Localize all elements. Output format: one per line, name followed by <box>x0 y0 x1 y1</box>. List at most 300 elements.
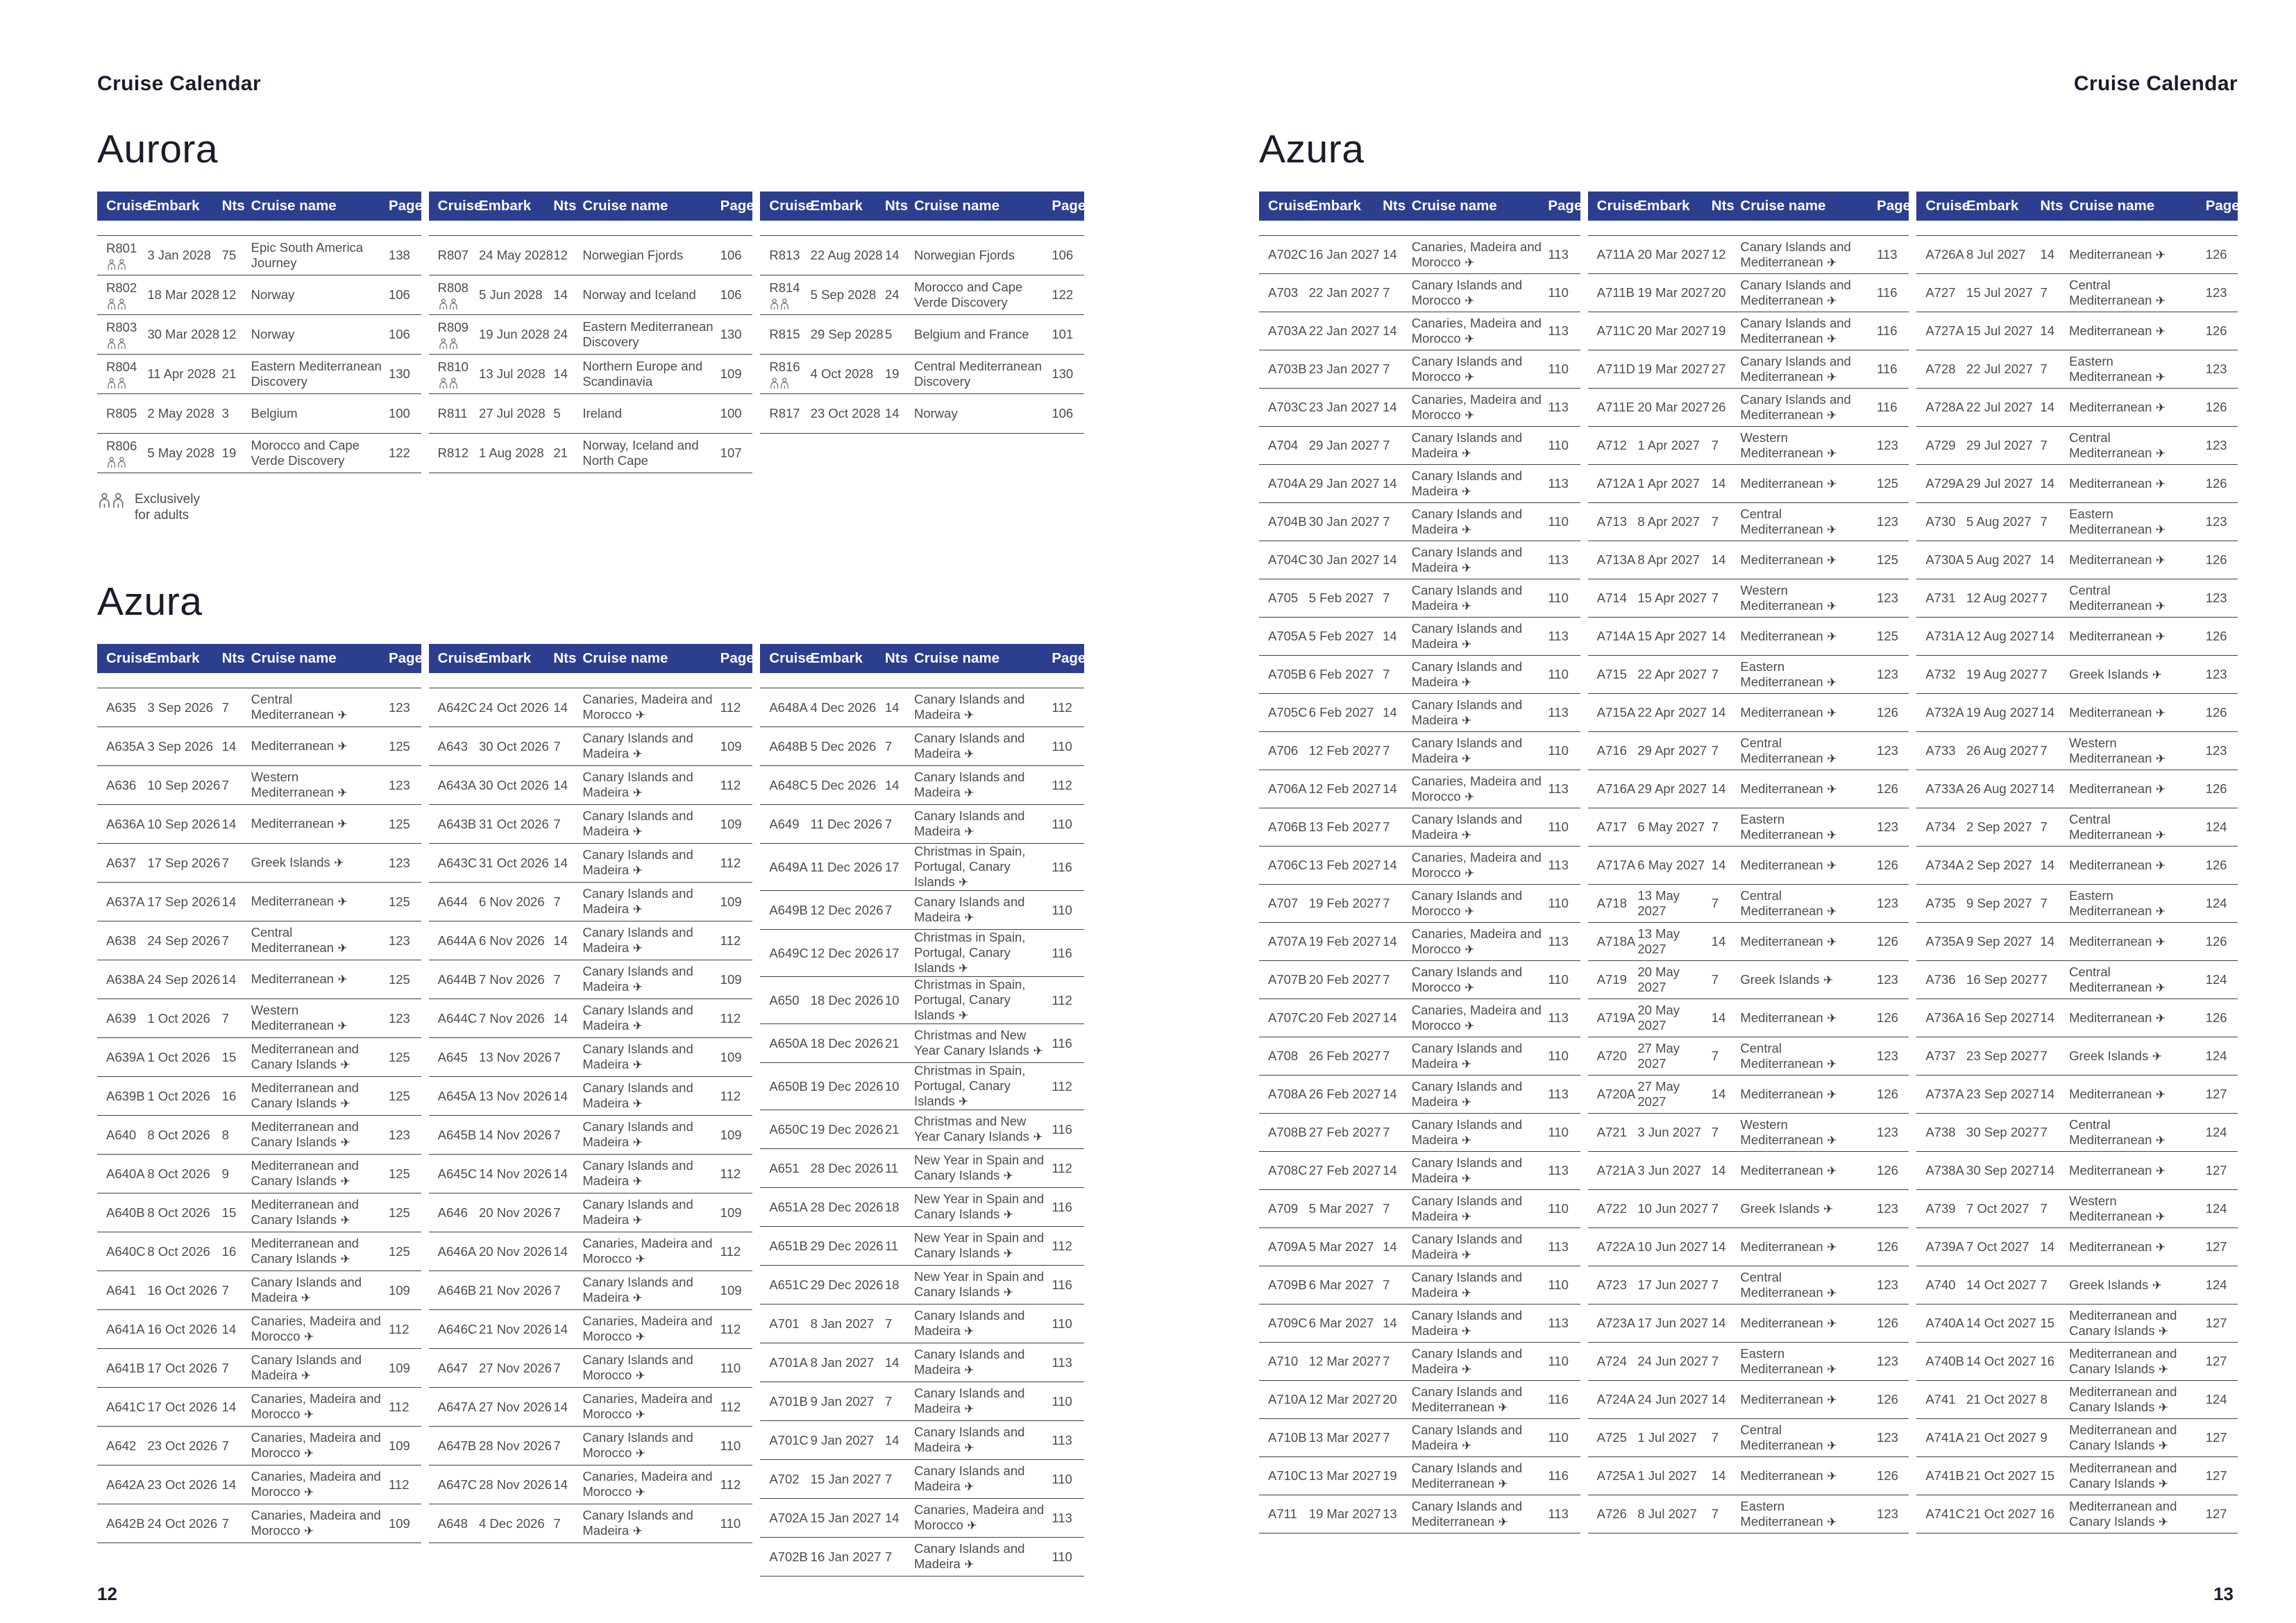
cell-page: 125 <box>388 894 410 909</box>
cruise-row <box>1259 617 1580 655</box>
cell-cruise-name <box>914 731 1052 762</box>
cell-nights: 7 <box>1711 1506 1719 1521</box>
cell-page: 110 <box>1052 902 1072 917</box>
cell-code <box>760 1472 810 1487</box>
page-right-sections <box>1259 128 2238 1533</box>
cruise-name-text: Canary Islands and Mediterranean <box>1411 1498 1523 1529</box>
cruise-name-text: Canary Islands and Madeira <box>914 1463 1025 1493</box>
cell-page: 127 <box>2205 1163 2227 1178</box>
cruise-row <box>760 1110 1084 1148</box>
airplane-icon: ✈ <box>960 1558 974 1572</box>
airplane-icon: ✈ <box>1819 973 1834 987</box>
cell-cruise-name <box>1412 736 1548 767</box>
cell-cruise-name <box>914 1153 1052 1184</box>
cell-page: 109 <box>720 971 742 987</box>
cell-cruise-name <box>1412 583 1548 614</box>
airplane-icon: ✈ <box>632 1486 645 1499</box>
airplane-icon: ✈ <box>300 1524 314 1538</box>
cell-nights: 7 <box>1711 743 1719 758</box>
cell-embark: 13 Nov 2026 <box>479 1049 552 1064</box>
cruise-code: A704A <box>1268 476 1307 491</box>
column-header-cruise: Cruise <box>1268 198 1312 214</box>
cruise-row <box>760 314 1084 354</box>
cell-nights: 14 <box>2040 1163 2055 1178</box>
cell-nights: 7 <box>1383 362 1390 376</box>
cell-nights: 14 <box>885 1354 900 1370</box>
cell-code <box>760 700 810 715</box>
cell-nights: 14 <box>1711 629 1726 643</box>
cell-nights: 7 <box>1383 743 1390 758</box>
cell-page: 124 <box>2205 1201 2227 1216</box>
cell-page: 113 <box>1548 1010 1569 1025</box>
cruise-name-text: Central Mediterranean Discovery <box>914 359 1043 389</box>
cell-code <box>1916 400 1966 415</box>
cruise-row <box>1259 960 1580 999</box>
cruise-code: A649C <box>769 945 809 960</box>
cell-embark: 23 Sep 2027 <box>1966 1048 2039 1063</box>
cell-nights: 14 <box>2040 705 2055 720</box>
cruise-code: A709B <box>1268 1277 1307 1292</box>
cruise-name-text: Canary Islands and Madeira <box>914 808 1025 838</box>
cruise-code: A711D <box>1596 362 1635 376</box>
cell-cruise-name <box>1412 278 1548 309</box>
cell-cruise-name <box>582 438 720 468</box>
cruise-row <box>1916 1304 2238 1342</box>
cell-cruise-name <box>251 287 389 303</box>
cell-cruise-name <box>1740 1316 1877 1332</box>
airplane-icon: ✈ <box>2152 782 2166 797</box>
cell-code <box>760 1079 810 1094</box>
cell-embark: 5 Aug 2027 <box>1966 514 2032 529</box>
cell-embark: 20 Nov 2026 <box>479 1205 552 1220</box>
cell-nights: 7 <box>1711 667 1719 681</box>
cruise-code: A720 <box>1596 1048 1627 1063</box>
cell-code <box>1916 1239 1966 1255</box>
cell-code <box>760 359 810 389</box>
cell-code <box>1916 1392 1966 1407</box>
cell-code <box>1259 438 1309 453</box>
cell-code <box>97 894 147 910</box>
cell-embark: 13 Nov 2026 <box>479 1088 552 1103</box>
cruise-row <box>97 726 421 765</box>
cruise-row <box>1916 426 2238 464</box>
cruise-name-text: Mediterranean <box>2069 246 2152 262</box>
cell-cruise-name <box>251 1275 389 1306</box>
airplane-icon: ✈ <box>960 1402 974 1416</box>
cell-embark: 24 Jun 2027 <box>1637 1354 1709 1368</box>
cell-page: 109 <box>388 1360 410 1375</box>
cruise-name-text: Canaries, Madeira and Morocco <box>251 1469 381 1499</box>
cell-embark: 22 Jul 2027 <box>1966 400 2033 414</box>
cruise-row <box>1259 884 1580 922</box>
cell-code <box>1916 1277 1966 1293</box>
cell-cruise-name <box>2069 705 2206 721</box>
cell-nights: 14 <box>2040 934 2055 949</box>
cell-code <box>1259 514 1309 529</box>
airplane-icon: ✈ <box>2152 1240 2166 1255</box>
cell-cruise-name <box>582 319 720 350</box>
cell-embark: 2 May 2028 <box>147 406 215 420</box>
cruise-code: A741A <box>1925 1430 1964 1445</box>
airplane-icon: ✈ <box>1823 675 1837 690</box>
cell-cruise-name <box>1740 934 1877 950</box>
cruise-row <box>760 843 1084 890</box>
cruise-name-text: Mediterranean <box>1740 475 1823 491</box>
cell-page: 106 <box>388 287 410 302</box>
cruise-name-text: Canary Islands and Madeira <box>582 1119 693 1149</box>
cell-page: 123 <box>1877 1430 1898 1445</box>
cruise-row <box>1916 1495 2238 1533</box>
cell-code <box>1588 1468 1638 1484</box>
cell-nights: 14 <box>553 933 568 948</box>
cruise-row <box>1259 999 1580 1037</box>
adults-only-icon <box>438 377 459 389</box>
cruise-row <box>429 393 753 433</box>
cell-code <box>1916 819 1966 835</box>
cell-embark: 23 Oct 2026 <box>147 1477 218 1492</box>
cruise-code: A708A <box>1268 1087 1307 1101</box>
airplane-icon: ✈ <box>1823 629 1837 644</box>
cruise-table <box>429 192 753 473</box>
cell-nights: 7 <box>221 1282 229 1298</box>
airplane-icon: ✈ <box>1823 370 1837 384</box>
cell-code <box>1588 247 1638 262</box>
cell-page: 110 <box>1548 285 1569 300</box>
cruise-name-text: Eastern Mediterranean <box>1740 811 1823 842</box>
cell-nights: 7 <box>1711 896 1719 910</box>
cruise-code: A646C <box>437 1321 478 1336</box>
cruise-row <box>1588 1266 1909 1304</box>
cruise-code: A648A <box>769 699 808 715</box>
cruise-name-text: Canary Islands and Mediterranean <box>1740 353 1851 384</box>
cell-cruise-name <box>582 1003 720 1034</box>
column-header-nts: Nts <box>885 650 909 666</box>
cruise-row <box>1588 884 1909 922</box>
cell-nights: 11 <box>885 1160 899 1175</box>
cruise-row <box>1916 502 2238 541</box>
cruise-code: A643C <box>437 855 478 870</box>
cell-embark: 6 Mar 2027 <box>1308 1277 1374 1292</box>
cell-cruise-name <box>251 855 389 871</box>
column-header-nts: Nts <box>221 198 245 214</box>
cruise-code: A714 <box>1596 590 1627 605</box>
cruise-name-text: Canary Islands and Morocco <box>582 1352 693 1382</box>
cruise-name-text: Mediterranean <box>1740 628 1823 643</box>
cell-cruise-name <box>251 359 389 389</box>
cell-page: 100 <box>720 406 742 420</box>
cruise-name-text: Norwegian Fjords <box>582 248 684 262</box>
cell-code <box>1588 629 1638 644</box>
cruise-name-text: New Year in Spain and Canary Islands <box>914 1191 1045 1221</box>
cell-page: 126 <box>2205 629 2227 643</box>
cell-code <box>760 327 810 342</box>
cell-code <box>97 1361 147 1376</box>
cell-embark: 12 Mar 2027 <box>1308 1392 1381 1407</box>
cell-cruise-name <box>251 1508 389 1539</box>
cell-code <box>97 280 147 309</box>
cell-code <box>1259 1430 1309 1445</box>
airplane-icon: ✈ <box>297 1369 312 1383</box>
table-header-gap <box>97 221 421 235</box>
cruise-name-text: Canary Islands and Madeira <box>1411 1269 1523 1300</box>
cell-code <box>1259 819 1309 835</box>
cell-page: 126 <box>1877 858 1898 872</box>
cell-embark: 22 Apr 2027 <box>1637 667 1707 681</box>
airplane-icon: ✈ <box>333 942 348 955</box>
cell-embark: 30 Jan 2027 <box>1308 514 1380 529</box>
cell-cruise-name <box>1412 850 1548 881</box>
cell-nights: 7 <box>1383 590 1390 605</box>
cruise-name-text: Canary Islands and Madeira <box>582 847 693 877</box>
cell-embark: 22 Jan 2027 <box>1308 323 1380 338</box>
cell-cruise-name <box>914 248 1052 263</box>
airplane-icon: ✈ <box>1458 1057 1472 1071</box>
cell-cruise-name <box>1740 1163 1877 1179</box>
cruise-code: A712 <box>1596 438 1627 452</box>
cell-page: 113 <box>1548 629 1569 643</box>
airplane-icon: ✈ <box>2152 446 2166 461</box>
cell-cruise-name <box>914 280 1052 310</box>
column-header-cruise-name: Cruise name <box>582 198 668 214</box>
cell-embark: 7 Oct 2027 <box>1966 1201 2029 1216</box>
cell-code <box>760 280 810 309</box>
cell-cruise-name <box>1740 476 1877 492</box>
airplane-icon: ✈ <box>1823 1286 1837 1300</box>
cruise-name-text: Canary Islands and Mediterranean <box>1740 315 1851 346</box>
cruise-row <box>1916 655 2238 693</box>
cruise-name-text: Canary Islands and Mediterranean <box>1411 1384 1523 1414</box>
cruise-name-text: New Year in Spain and Canary Islands <box>914 1269 1045 1299</box>
cell-embark: 20 Mar 2027 <box>1637 400 1710 414</box>
cruise-table <box>760 192 1084 473</box>
table-body <box>97 235 421 473</box>
cruise-row <box>97 1232 421 1271</box>
cell-nights: 7 <box>1383 819 1390 834</box>
cell-cruise-name <box>1412 1270 1548 1301</box>
cruise-name-text: Central Mediterranean <box>1740 887 1823 918</box>
cell-page: 126 <box>2205 400 2227 414</box>
cruise-name-text: Belgium <box>251 406 298 420</box>
cell-embark: 12 Dec 2026 <box>810 902 884 917</box>
cruise-row <box>1259 426 1580 464</box>
cruise-code: R805 <box>106 406 137 420</box>
table-body <box>97 688 421 1543</box>
cruise-code: A732 <box>1925 667 1956 681</box>
cruise-code: A729 <box>1925 438 1956 452</box>
airplane-icon: ✈ <box>333 1019 348 1033</box>
cell-nights: 7 <box>1383 1201 1390 1216</box>
cruise-name-text: Canary Islands and Madeira <box>582 886 693 916</box>
cell-page: 112 <box>1052 1238 1072 1253</box>
cruise-row <box>760 929 1084 976</box>
cell-page: 116 <box>1877 400 1898 414</box>
cell-nights: 17 <box>885 945 900 960</box>
cell-code <box>1588 1048 1638 1064</box>
cell-code <box>760 1161 810 1176</box>
cruise-name-text: Canary Islands and Madeira <box>1411 1116 1523 1147</box>
cruise-code: A704 <box>1268 438 1299 452</box>
cell-cruise-name <box>2069 400 2206 416</box>
airplane-icon: ✈ <box>1460 790 1475 804</box>
cell-code <box>1916 1201 1966 1216</box>
cell-cruise-name <box>1740 659 1877 690</box>
cruise-code: A727A <box>1925 323 1964 338</box>
airplane-icon: ✈ <box>2154 1477 2169 1491</box>
table-body <box>429 235 753 473</box>
cell-page: 110 <box>720 1438 741 1453</box>
cell-embark: 3 Jun 2027 <box>1637 1125 1701 1139</box>
cell-nights: 75 <box>221 248 237 262</box>
section-title: Azura <box>97 579 203 624</box>
cell-page: 110 <box>1052 1393 1072 1409</box>
cell-page: 123 <box>388 933 410 948</box>
cruise-name-text: Canary Islands and Madeira <box>1411 1078 1523 1109</box>
adults-legend <box>97 491 1084 523</box>
cell-page: 126 <box>2205 1010 2227 1025</box>
cell-cruise-name <box>2069 507 2206 538</box>
cell-page: 127 <box>2205 1087 2227 1101</box>
cell-code <box>1588 1125 1638 1140</box>
cell-page: 110 <box>1052 1549 1072 1564</box>
airplane-icon: ✈ <box>2152 1209 2166 1224</box>
cruise-table <box>429 644 753 1577</box>
cell-page: 130 <box>720 327 742 341</box>
cruise-code: R802 <box>106 280 137 295</box>
cell-cruise-name <box>1412 965 1548 996</box>
cell-page: 112 <box>720 1243 741 1259</box>
cell-nights: 8 <box>221 1127 229 1142</box>
cruise-row <box>429 1037 753 1076</box>
cruise-code: A726A <box>1925 247 1964 262</box>
cell-embark: 10 Sep 2026 <box>147 816 221 831</box>
cell-nights: 13 <box>1383 1506 1397 1521</box>
cruise-code: R810 <box>437 359 469 374</box>
cell-code <box>1259 362 1309 377</box>
cell-code <box>760 1200 810 1215</box>
cruise-row <box>97 1037 421 1076</box>
cruise-name-text: Mediterranean and Canary Islands <box>251 1158 359 1188</box>
cell-code <box>97 972 147 987</box>
cruise-row <box>97 314 421 354</box>
cell-embark: 23 Sep 2027 <box>1966 1087 2039 1101</box>
cruise-row <box>760 890 1084 929</box>
table-header-row <box>1916 192 2238 221</box>
cruise-row <box>1588 579 1909 617</box>
cell-embark: 6 Feb 2027 <box>1308 705 1374 720</box>
cell-nights: 14 <box>885 1432 900 1447</box>
cruise-name-text: Mediterranean and Canary Islands <box>2069 1384 2177 1414</box>
cell-nights: 7 <box>1711 1354 1719 1368</box>
cell-code <box>429 856 479 871</box>
cruise-code: A721 <box>1596 1125 1627 1139</box>
cruise-name-text: Northern Europe and Scandinavia <box>582 359 703 389</box>
column-header-page: Page <box>720 198 754 214</box>
cruise-code: A650 <box>769 992 800 1008</box>
cruise-row <box>429 921 753 960</box>
cell-cruise-name <box>2069 476 2206 492</box>
cruise-row <box>97 1348 421 1387</box>
cell-cruise-name <box>1740 316 1877 347</box>
cruise-code: R812 <box>437 445 469 460</box>
cell-code <box>1259 1506 1309 1522</box>
cell-code <box>1259 629 1309 644</box>
cell-nights: 7 <box>221 933 229 948</box>
cell-nights: 14 <box>2040 476 2055 491</box>
airplane-icon: ✈ <box>1458 446 1472 461</box>
cruise-name-text: Mediterranean <box>1740 1468 1823 1483</box>
cruise-row <box>1588 693 1909 731</box>
cell-embark: 24 May 2028 <box>479 248 553 262</box>
cruise-code: R814 <box>769 280 800 295</box>
airplane-icon: ✈ <box>1029 1044 1043 1058</box>
cruise-name-text: Canary Islands and Madeira <box>914 1425 1025 1454</box>
cell-cruise-name <box>582 1391 720 1422</box>
cruise-name-text: Mediterranean <box>1740 1010 1823 1025</box>
cell-embark: 20 Nov 2026 <box>479 1243 552 1259</box>
cell-page: 113 <box>1548 323 1569 338</box>
cruise-name-text: Canary Islands and Madeira <box>1411 1422 1523 1452</box>
cruise-name-text: Canary Islands and Morocco <box>1411 887 1523 918</box>
cell-cruise-name <box>2069 354 2206 385</box>
cruise-name-text: Central Mediterranean <box>251 925 334 955</box>
cell-page: 110 <box>1548 1277 1569 1292</box>
cruise-name-text: Mediterranean <box>2069 1010 2152 1025</box>
cell-cruise-name <box>2069 888 2206 919</box>
cruise-name-text: Mediterranean <box>1740 1315 1823 1330</box>
cell-cruise-name <box>2069 1048 2206 1064</box>
cell-page: 123 <box>1877 590 1898 605</box>
cruise-code: A733A <box>1925 781 1964 796</box>
cell-page: 109 <box>720 738 742 754</box>
cell-cruise-name <box>582 925 720 956</box>
cell-nights: 14 <box>1383 858 1397 872</box>
table-header-gap <box>1916 221 2238 235</box>
cruise-row <box>97 393 421 433</box>
cell-cruise-name <box>251 1430 389 1461</box>
cell-nights: 14 <box>553 366 568 381</box>
cell-embark: 4 Dec 2026 <box>810 699 877 715</box>
column-header-embark: Embark <box>1637 198 1690 214</box>
cruise-code: R811 <box>437 406 468 420</box>
cell-page: 110 <box>1548 438 1569 452</box>
cell-nights: 7 <box>221 1010 229 1026</box>
cell-code <box>97 1322 147 1337</box>
cell-code <box>760 739 810 754</box>
column-header-cruise-name: Cruise name <box>582 650 668 666</box>
cell-nights: 7 <box>2040 514 2048 529</box>
cell-cruise-name <box>582 886 720 917</box>
airplane-icon: ✈ <box>1460 942 1475 957</box>
cell-embark: 16 Oct 2026 <box>147 1282 218 1298</box>
cruise-code: A709A <box>1268 1239 1307 1254</box>
cruise-row <box>1588 808 1909 846</box>
cruise-code: A732A <box>1925 705 1964 720</box>
cell-embark: 20 Feb 2027 <box>1308 972 1381 987</box>
cruise-name-text: Mediterranean and Canary Islands <box>251 1197 359 1227</box>
cruise-code: A645B <box>437 1127 477 1142</box>
cell-embark: 19 Mar 2027 <box>1308 1506 1381 1521</box>
column-header-embark: Embark <box>479 198 532 214</box>
cell-embark: 27 May 2027 <box>1637 1041 1680 1071</box>
cell-nights: 7 <box>1383 1277 1390 1292</box>
airplane-icon: ✈ <box>960 1363 974 1377</box>
cell-page: 127 <box>2205 1468 2227 1483</box>
airplane-icon: ✈ <box>2154 1515 2169 1529</box>
airplane-icon: ✈ <box>1823 1057 1837 1071</box>
cell-embark: 24 Oct 2026 <box>147 1515 218 1531</box>
cell-code <box>1259 1163 1309 1178</box>
cell-page: 127 <box>2205 1430 2227 1445</box>
